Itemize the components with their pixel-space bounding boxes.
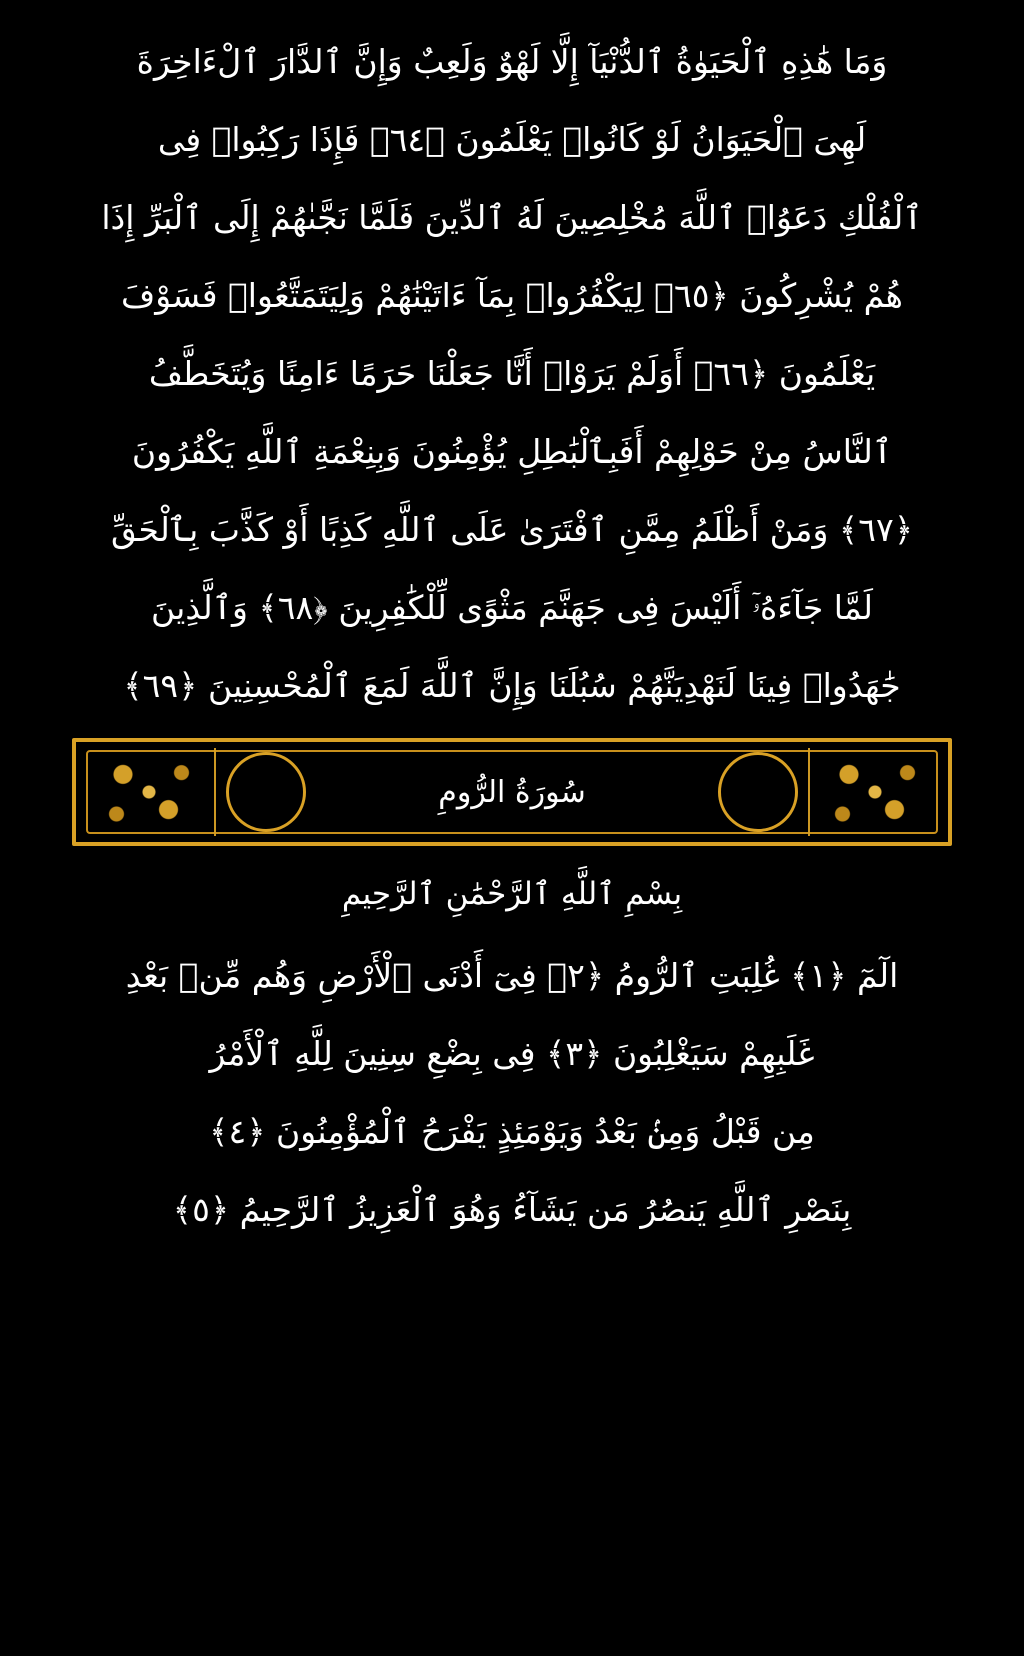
ayah-line <box>40 22 984 100</box>
ayah-text: لَهِىَ ٱلْحَيَوَانُ لَوْ كَانُوا۟ يَعْلَمُونَ ﴿٦٤﴾ فَإِذَا رَكِبُوا۟ فِى <box>157 119 867 159</box>
ayah-text: بِنَصْرِ ٱللَّهِ يَنصُرُ مَن يَشَآءُ وَهُوَ ٱلْعَزِيزُ ٱلرَّحِيمُ ﴿٥﴾ <box>172 1189 852 1229</box>
surah-header-band <box>72 738 952 846</box>
ayah-text: مِن قَبْلُ وَمِنۢ بَعْدُ وَيَوْمَئِذٍ يَفْرَحُ ٱلْمُؤْمِنُونَ ﴿٤﴾ <box>209 1111 815 1151</box>
rosette-left-icon <box>226 752 306 832</box>
surah-title: سُورَةُ الرُّومِ <box>438 774 586 810</box>
ayah-line <box>40 568 984 646</box>
arabesque-ornament-left-icon <box>84 748 216 836</box>
ayah-text: ﴿٦٧﴾ وَمَنْ أَظْلَمُ مِمَّنِ ٱفْتَرَىٰ عَلَى ٱللَّهِ كَذِبًا أَوْ كَذَّبَ بِٱلْحَقِّ <box>110 509 914 549</box>
ayah-line <box>40 178 984 256</box>
ayah-text: يَعْلَمُونَ ﴿٦٦﴾ أَوَلَمْ يَرَوْا۟ أَنَّا جَعَلْنَا حَرَمًا ءَامِنًا وَيُتَخَطَّفُ <box>148 353 876 393</box>
ayah-line <box>40 490 984 568</box>
basmala-line <box>40 852 984 936</box>
ayah-text: لَمَّا جَآءَهُۥٓ أَلَيْسَ فِى جَهَنَّمَ مَثْوًى لِّلْكَٰفِرِينَ ﴿٦٨﴾ وَٱلَّذِينَ <box>151 587 873 627</box>
ayah-line <box>40 1014 984 1092</box>
ayah-text: وَمَا هَٰذِهِ ٱلْحَيَوٰةُ ٱلدُّنْيَآ إِلَّا لَهْوٌ وَلَعِبٌ وَإِنَّ ٱلدَّارَ ٱلْءَاخِرَةَ <box>136 41 888 81</box>
ayah-text: هُمْ يُشْرِكُونَ ﴿٦٥﴾ لِيَكْفُرُوا۟ بِمَآ ءَاتَيْنَٰهُمْ وَلِيَتَمَتَّعُوا۟ فَسَوْفَ <box>121 275 903 315</box>
ayah-line <box>40 412 984 490</box>
ayah-text: ٱلنَّاسُ مِنْ حَوْلِهِمْ أَفَبِٱلْبَٰطِلِ يُؤْمِنُونَ وَبِنِعْمَةِ ٱللَّهِ يَكْفُرُونَ <box>131 431 893 471</box>
ayah-line <box>40 646 984 724</box>
ayah-line <box>40 256 984 334</box>
basmala-text: بِسْمِ ٱللَّهِ ٱلرَّحْمَٰنِ ٱلرَّحِيمِ <box>341 876 683 912</box>
ayah-text: جَٰهَدُوا۟ فِينَا لَنَهْدِيَنَّهُمْ سُبُلَنَا وَإِنَّ ٱللَّهَ لَمَعَ ٱلْمُحْسِنِينَ ﴿٦٩﴾ <box>123 665 901 705</box>
ayah-line <box>40 1092 984 1170</box>
ayah-text: غَلَبِهِمْ سَيَغْلِبُونَ ﴿٣﴾ فِى بِضْعِ سِنِينَ لِلَّهِ ٱلْأَمْرُ <box>209 1033 815 1073</box>
ayah-line <box>40 1170 984 1248</box>
ayah-line <box>40 334 984 412</box>
rosette-right-icon <box>718 752 798 832</box>
ayah-line <box>40 100 984 178</box>
ayah-line <box>40 936 984 1014</box>
ayah-text: ٱلْفُلْكِ دَعَوُا۟ ٱللَّهَ مُخْلِصِينَ لَهُ ٱلدِّينَ فَلَمَّا نَجَّىٰهُمْ إِلَى ٱلْبَرِّ إِذَا <box>101 197 923 237</box>
ayah-text: الٓمٓ ﴿١﴾ غُلِبَتِ ٱلرُّومُ ﴿٢﴾ فِىٓ أَدْنَى ٱلْأَرْضِ وَهُم مِّنۢ بَعْدِ <box>125 955 899 995</box>
arabesque-ornament-right-icon <box>808 748 940 836</box>
